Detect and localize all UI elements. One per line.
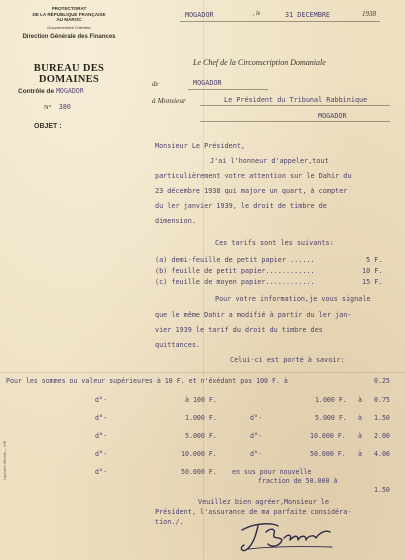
table-value: 2.00 (374, 432, 390, 440)
numero-value: 380 (58, 103, 71, 111)
table-cell: à (358, 432, 362, 440)
table-cell: 5.000 F. (315, 414, 347, 422)
paragraph-line: du ler janvier 1939, le droit de timbre de (155, 202, 327, 210)
recipient-city: MOGADOR (318, 112, 347, 120)
table-cell: en sus pour nouvelle (232, 468, 312, 476)
table-cell: 10.000 F. (310, 432, 346, 440)
table-cell: 1.000 F. (315, 396, 347, 404)
tarif-label: (a) demi-feuille de petit papier ...... (155, 256, 315, 264)
table-cell: 1.000 F. (185, 414, 217, 422)
table-cell: d°- (95, 432, 107, 440)
numero-field (44, 103, 71, 111)
recipient-underline (200, 121, 390, 122)
letterhead (10, 6, 128, 40)
recipient-a: à (152, 96, 156, 105)
sender-title: Le Chef de la Circonscription Domaniale (193, 58, 326, 67)
letterhead-line: AU MAROC (56, 17, 82, 23)
paragraph-line: que le même Dahir a modifié à partir du ler jan- (155, 311, 352, 319)
recipient-title: Le Président du Tribunal Rabbinique (224, 96, 368, 104)
table-cell: 50.000 F. (181, 468, 217, 476)
controle-label: Contrôle de (18, 88, 55, 95)
date-year: 1938 (362, 10, 376, 18)
table-cell: à (358, 414, 362, 422)
paragraph-line: J'ai l'honneur d'appeler,tout (210, 157, 329, 165)
controle-field (18, 87, 84, 95)
table-header: Pour les sommes ou valeur supérieures à 10 F. et n'éxédant pas 100 F. à (6, 377, 288, 385)
closing-line: Veuillez bien agréer,Monsieur le (198, 498, 329, 506)
table-cell: à 100 F. (185, 396, 217, 404)
paragraph-line: particulièrement votre attention sur le Dahir du (155, 172, 352, 180)
recipient-underline (200, 105, 390, 106)
closing-line: Président, l'assurance de ma parfaite considéra- (155, 508, 352, 516)
printer-mark: Imprimerie Officielle — 2/38 (3, 440, 7, 480)
letterhead-line: DE LA RÉPUBLIQUE FRANÇAISE (32, 11, 106, 17)
recipient-prefix (152, 96, 186, 105)
bureau-title: BUREAU DES DOMAINES (33, 63, 105, 85)
numero-label: N° (44, 104, 52, 111)
tarif-value: 15 F. (362, 278, 383, 286)
sender-city: MOGADOR (193, 79, 222, 87)
signature (236, 520, 340, 554)
table-cell: d°- (95, 414, 107, 422)
date-place: MOGADOR (185, 11, 214, 19)
letterhead-line: PROTECTORAT (51, 6, 87, 11)
paragraph-line: 23 décembre 1938 qui majore un quart, à compter (155, 187, 348, 195)
table-value: 0.75 (374, 396, 390, 404)
table-value: 1.50 (374, 486, 390, 494)
date-underline (180, 21, 380, 22)
sender-underline (188, 89, 268, 90)
government-line: Gouvernement Chérifien (47, 24, 91, 30)
table-cell: d°- (250, 432, 262, 440)
closing-line: tion./. (155, 518, 184, 526)
tarif-label: (b) feuille de petit papier............ (155, 267, 315, 275)
date-value: 31 DECEMBRE (285, 11, 331, 19)
tarif-value: 5 F. (366, 256, 383, 264)
paragraph-line: vier 1939 le tarif du droit du timbre des (155, 326, 323, 334)
recipient-monsieur: Monsieur (157, 96, 186, 105)
paragraph-line: Celui-ci est porté à savoir: (230, 356, 345, 364)
table-value: 4.00 (374, 450, 390, 458)
table-cell: 10.000 F. (181, 450, 217, 458)
table-cell: à (358, 450, 362, 458)
table-cell: fraction de 50.000 à (258, 477, 338, 485)
table-cell: d°- (250, 450, 262, 458)
tarifs-intro: Ces tarifs sont les suivants: (215, 239, 334, 247)
table-cell: à (358, 396, 362, 404)
table-cell: d°- (95, 396, 107, 404)
salutation: Monsieur Le Président, (155, 142, 246, 150)
table-value: 0.25 (374, 377, 390, 385)
paragraph-line: quittances. (155, 341, 201, 349)
sender-de-label: de (152, 80, 159, 88)
date-le: , le (253, 11, 261, 17)
paragraph-line: dimension. (155, 217, 196, 225)
table-cell: d°- (95, 450, 107, 458)
tarif-label: (c) feuille de moyen papier............ (155, 278, 315, 286)
controle-value: MOGADOR (55, 87, 84, 95)
table-cell: d°- (250, 414, 262, 422)
tarif-value: 10 F. (362, 267, 383, 275)
objet-label: OBJET : (34, 123, 62, 130)
direction-line: Direction Générale des Finances (22, 33, 116, 40)
paragraph-line: Pour votre information,je vous signale (215, 295, 371, 303)
table-cell: d°- (95, 468, 107, 476)
table-cell: 50.000 F. (310, 450, 346, 458)
table-value: 1.50 (374, 414, 390, 422)
table-cell: 5.000 F. (185, 432, 217, 440)
